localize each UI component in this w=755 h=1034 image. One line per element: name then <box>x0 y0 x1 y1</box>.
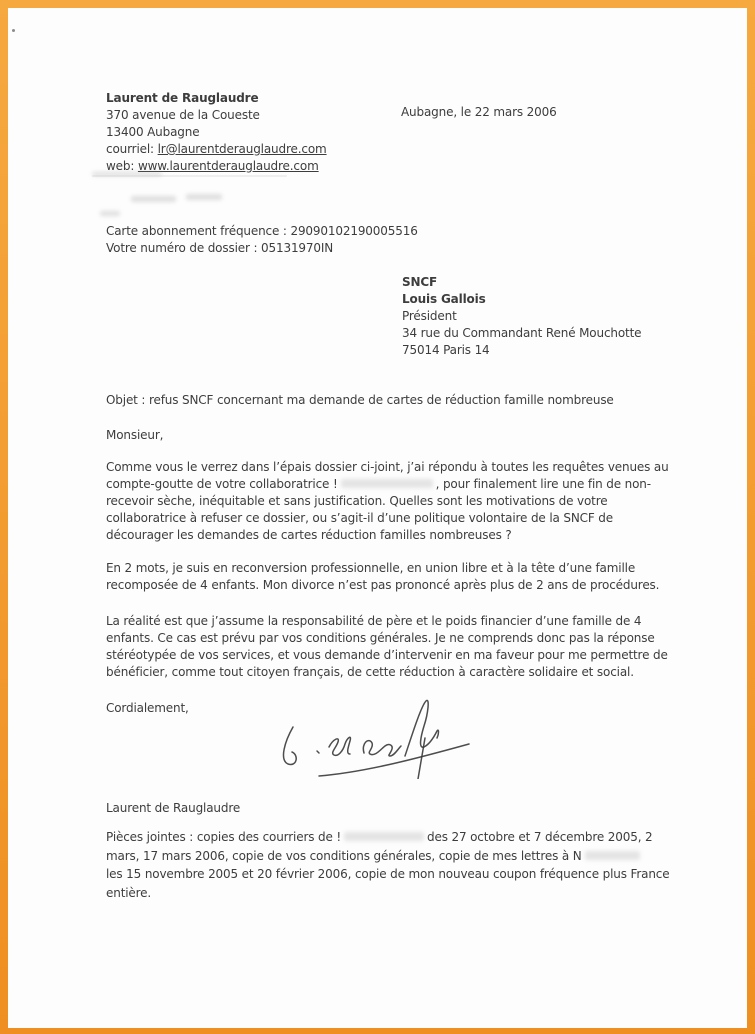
attachments-line-redacted <box>106 847 670 866</box>
redacted-name <box>341 479 433 488</box>
paragraph-1-line-redacted <box>106 476 669 493</box>
recipient-title: Président <box>402 309 457 323</box>
web-link: www.laurentderauglaudre.com <box>137 159 319 173</box>
salutation: Monsieur, <box>106 428 164 442</box>
redaction-smudge <box>131 196 176 202</box>
redaction-smudge <box>186 194 222 200</box>
signature-stroke <box>329 737 350 755</box>
paragraph-3-line: enfants. Ce cas est prévu par vos conditions générales. Je ne comprends donc pas la réponse <box>106 631 655 645</box>
paragraph-1-line: Comme vous le verrez dans l’épais dossier ci-joint, j’ai répondu à toutes les requêtes venues au <box>106 460 669 474</box>
redaction-smudge <box>100 211 120 216</box>
attachments-line1-post: des 27 octobre et 7 décembre 2005, 2 <box>427 830 653 844</box>
attachments-line: les 15 novembre 2005 et 20 février 2006, copie de mon nouveau coupon fréquence plus France <box>106 867 670 881</box>
attachments-line2-pre: mars, 17 mars 2006, copie de vos conditions générales, copie de mes lettres à N <box>106 848 582 863</box>
paragraph-3-line: stéréotypée de vos services, et vous demande d’intervenir en ma faveur pour me permettre de <box>106 648 668 662</box>
paragraph-2-line: En 2 mots, je suis en reconversion professionnelle, en union libre et à la tête d’une famille <box>106 561 636 575</box>
closing: Cordialement, <box>106 701 189 715</box>
email-link: lr@laurentderauglaudre.com <box>157 142 327 156</box>
reference-card-line: Carte abonnement fréquence : 29090102190005516 <box>106 224 418 238</box>
paragraph-3-line: bénéficier, comme tout citoyen français, de cette réduction à caractère solidaire et social. <box>106 665 634 679</box>
signature-name: Laurent de Rauglaudre <box>106 801 241 815</box>
email-label: courriel: <box>106 142 158 156</box>
paragraph-3 <box>106 613 668 681</box>
recipient-company: SNCF <box>402 275 438 289</box>
recipient-city: 75014 Paris 14 <box>402 343 490 357</box>
signature-stroke <box>405 700 439 756</box>
attachments-block <box>106 828 670 902</box>
attachments-line: entière. <box>106 885 152 900</box>
redaction-faint-line <box>92 175 287 177</box>
sender-email-line <box>106 141 327 158</box>
reference-dossier-line: Votre numéro de dossier : 05131970IN <box>106 241 334 255</box>
paragraph-2-line: recomposée de 4 enfants. Mon divorce n’est pas prononcé après plus de 2 ans de procédures. <box>106 578 660 592</box>
paragraph-1-line2-pre: compte-goutte de votre collaboratrice ! <box>106 477 338 491</box>
sender-address-line1: 370 avenue de la Coueste <box>106 108 260 122</box>
paragraph-1-line: recevoir sèche, inéquitable et sans justification. Quelles sont les motivations de votre <box>106 494 608 508</box>
signature-stroke <box>363 741 401 756</box>
attachments-line-redacted <box>106 828 670 847</box>
reference-block <box>106 223 418 257</box>
signature-stroke <box>418 738 425 779</box>
signature-stroke <box>284 727 297 764</box>
sender-block <box>106 90 327 175</box>
recipient-person: Louis Gallois <box>402 292 486 306</box>
paragraph-1-line: collaboratrice à refuser ce dossier, ou s’agit-il d’une politique volontaire de la SNCF de <box>106 511 614 525</box>
scan-speck <box>12 29 15 32</box>
redacted-name <box>585 851 640 860</box>
date-line: Aubagne, le 22 mars 2006 <box>401 105 557 119</box>
paragraph-3-line: La réalité est que j’assume la responsabilité de père et le poids financier d’une famille de 4 <box>106 614 642 628</box>
web-label: web: <box>106 159 138 173</box>
paragraph-2 <box>106 560 659 594</box>
recipient-block <box>402 274 641 359</box>
paragraph-1-line2-post: , pour finalement lire une fin de non- <box>435 477 651 491</box>
sender-name: Laurent de Rauglaudre <box>106 91 259 105</box>
attachments-line1-pre: Pièces jointes : copies des courriers de ! <box>106 830 342 844</box>
subject-line: Objet : refus SNCF concernant ma demande de cartes de réduction famille nombreuse <box>106 393 614 407</box>
signature-handwriting <box>272 694 472 779</box>
paragraph-1 <box>106 459 669 544</box>
redacted-name <box>344 832 424 841</box>
paragraph-1-line: décourager les demandes de cartes réduction familles nombreuses ? <box>106 528 512 542</box>
recipient-street: 34 rue du Commandant René Mouchotte <box>402 326 642 340</box>
signature-underline-stroke <box>319 744 469 776</box>
signature-stroke <box>317 751 319 753</box>
sender-address-line2: 13400 Aubagne <box>106 125 200 139</box>
letter-page <box>8 8 747 1028</box>
